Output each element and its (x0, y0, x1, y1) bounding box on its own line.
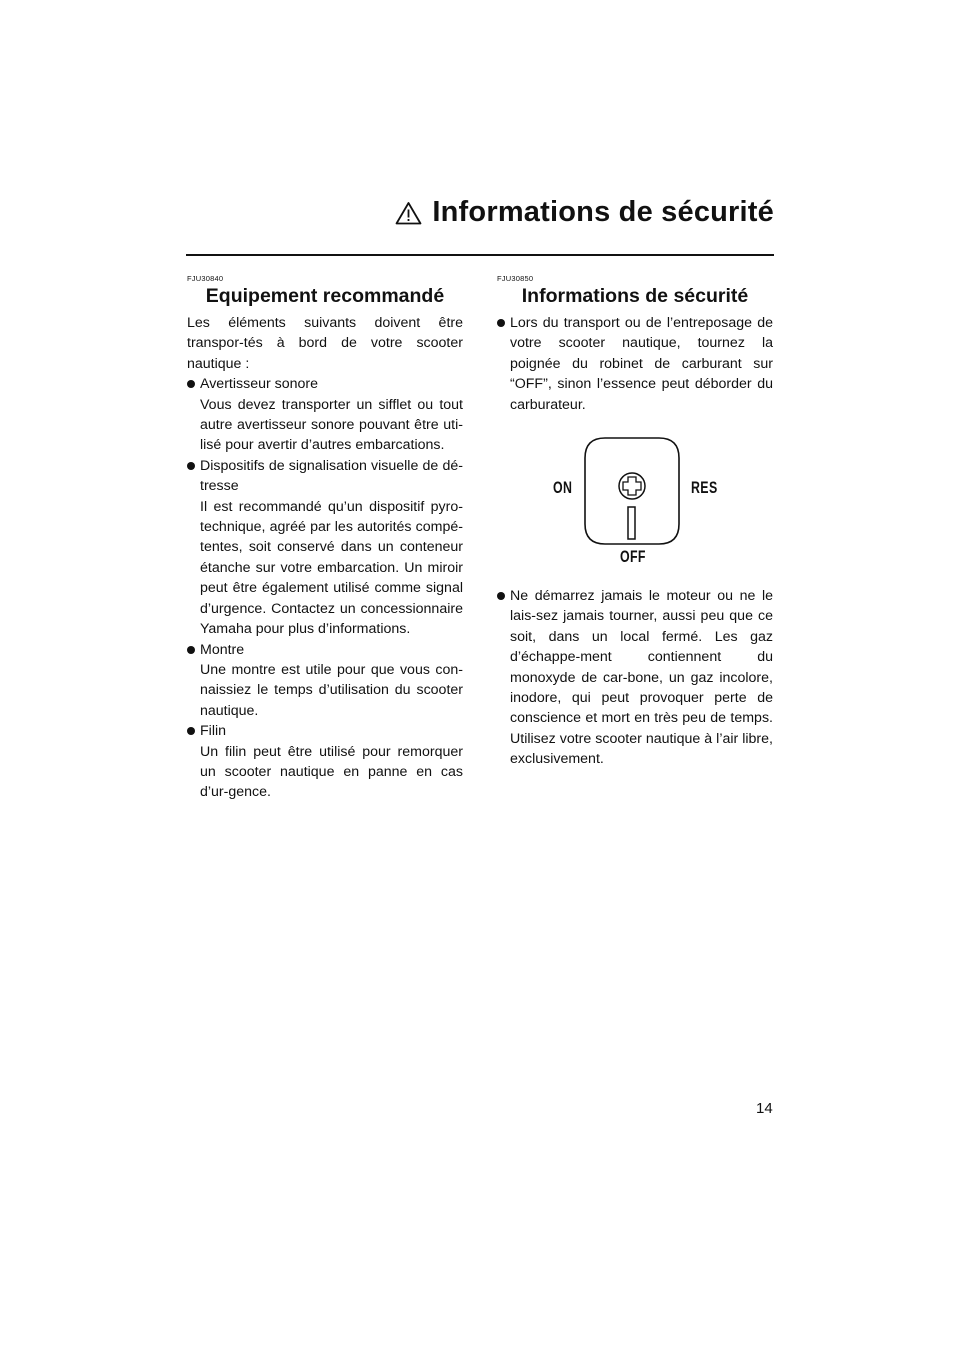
label-on: ON (553, 479, 573, 498)
section-code: FJU30850 (497, 274, 534, 283)
bullet-icon (497, 592, 505, 600)
item-title: Dispositifs de signalisation visuelle de dé-tresse (200, 457, 463, 495)
section-title: Equipement recommandé (205, 285, 445, 307)
label-off: OFF (620, 548, 646, 567)
intro-text: Les éléments suivants doivent être transpor-tés à bord de votre scooter nautique : (187, 315, 463, 372)
bullet-icon (187, 646, 195, 654)
equipment-list (187, 374, 463, 803)
page-number: 14 (756, 1100, 773, 1117)
list-item (187, 456, 463, 640)
item-description: Il est recommandé qu’un dispositif pyro-technique, agréé par les autorités compé-tentes, soit conservé dans un conteneur étanche sur votre embarcation. Un miroir peut être également utilisé comme signal d’urgence. Contactez un concessionnaire Yamaha pour plus d’informations. (200, 498, 463, 638)
list-item (187, 721, 463, 803)
right-column (497, 274, 773, 770)
item-title: Filin (200, 723, 227, 740)
section-code: FJU30840 (187, 274, 224, 283)
header-title-group (395, 196, 774, 229)
item-text: Ne démarrez jamais le moteur ou ne le lais-sez jamais tourner, aussi peu que ce soit, dans un local fermé. Les gaz d’échappe-ment contiennent du monoxyde de car-bone, un gaz incolore, inodore, qui peut provoquer perte de conscience et mort en très peu de temps. Utilisez votre scooter nautique à l’air libre, exclusivement. (510, 588, 773, 768)
bullet-icon (497, 319, 505, 327)
item-title: Avertisseur sonore (200, 376, 319, 393)
list-item (187, 640, 463, 722)
warning-triangle-icon (395, 201, 422, 225)
page-title: Informations de sécurité (432, 196, 774, 228)
item-description: Un filin peut être utilisé pour remorquer un scooter nautique en panne en cas d’ur-gence. (200, 743, 463, 801)
bullet-icon (187, 727, 195, 735)
page-header (186, 196, 774, 256)
list-item (497, 586, 773, 770)
safety-list (497, 313, 773, 415)
section-title: Informations de sécurité (521, 285, 749, 307)
list-item (187, 374, 463, 456)
item-title: Montre (200, 641, 245, 658)
item-text: Lors du transport ou de l’entreposage de votre scooter nautique, tournez la poignée du robinet de carburant sur “OFF”, sinon l’essence peut déborder du carburateur. (510, 315, 773, 413)
label-res: RES (691, 479, 718, 498)
safety-list-continued (497, 586, 773, 770)
list-item (497, 313, 773, 415)
bullet-icon (187, 462, 195, 470)
bullet-icon (187, 380, 195, 388)
item-description: Vous devez transporter un sifflet ou tout autre avertisseur sonore pouvant être uti-lisé pour avertir d’autres embarcations. (200, 396, 463, 454)
fuel-cock-diagram (497, 430, 773, 580)
left-column (187, 274, 463, 803)
item-description: Une montre est utile pour que vous con-naissiez le temps d’utilisation du scooter nautique. (200, 661, 463, 719)
